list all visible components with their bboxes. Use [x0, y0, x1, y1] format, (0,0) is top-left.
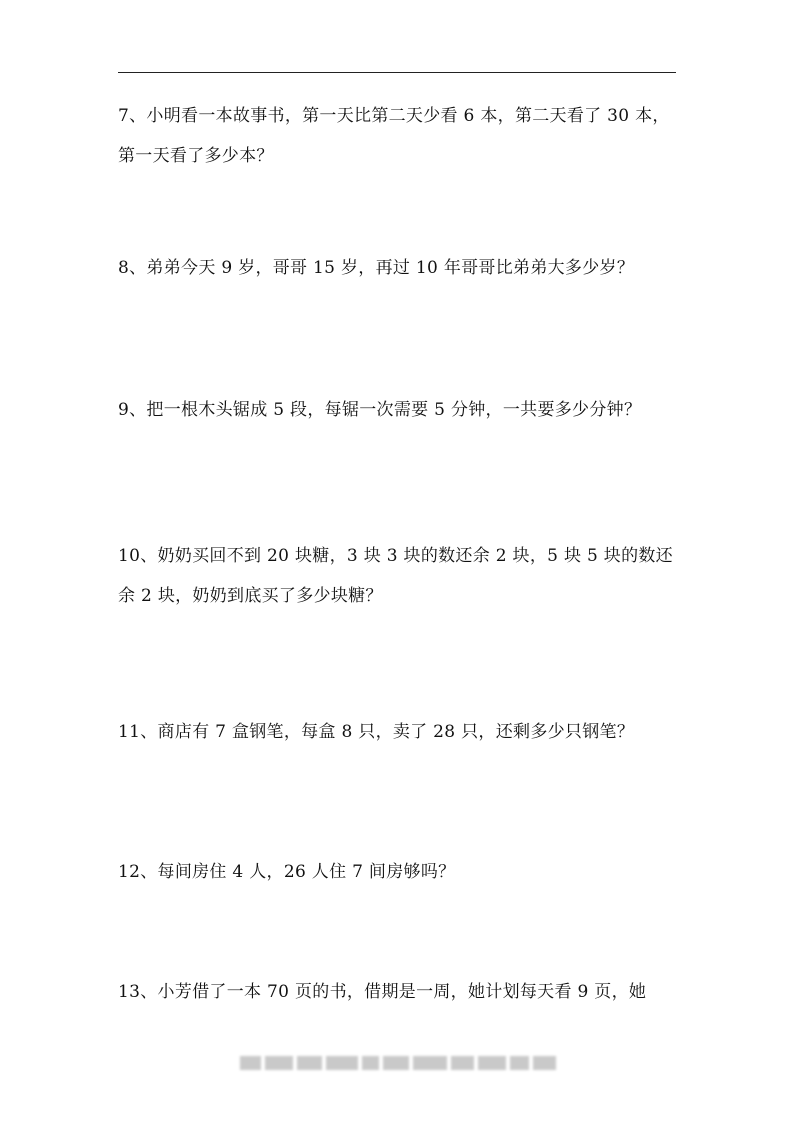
question-7: [118, 96, 678, 176]
question-8: [118, 248, 678, 288]
question-11: [118, 712, 678, 752]
question-12-line-1: 12、每间房住 4 人，26 人住 7 间房够吗？: [118, 862, 456, 882]
header-rule: [118, 72, 676, 73]
question-10-line-1: 10、奶奶买回不到 20 块糖，3 块 3 块的数还余 2 块，5 块 5 块的数还: [118, 546, 673, 566]
question-12: [118, 852, 678, 892]
question-7-line-1: 7、小明看一本故事书，第一天比第二天少看 6 本，第二天看了 30 本，: [118, 106, 670, 126]
question-9: [118, 390, 678, 430]
question-13-line-1: 13、小芳借了一本 70 页的书，借期是一周，她计划每天看 9 页，她: [118, 982, 647, 1002]
question-9-line-1: 9、把一根木头锯成 5 段，每锯一次需要 5 分钟，一共要多少分钟？: [118, 400, 642, 420]
question-7-line-2: 第一天看了多少本？: [118, 146, 274, 166]
question-8-line-1: 8、弟弟今天 9 岁，哥哥 15 岁，再过 10 年哥哥比弟弟大多少岁？: [118, 258, 635, 278]
question-13: [118, 972, 678, 1012]
question-10: [118, 536, 678, 616]
question-11-line-1: 11、商店有 7 盒钢笔，每盒 8 只，卖了 28 只，还剩多少只钢笔？: [118, 722, 635, 742]
blurred-footer-watermark: [240, 1056, 556, 1070]
question-10-line-2: 余 2 块，奶奶到底买了多少块糖？: [118, 586, 383, 606]
